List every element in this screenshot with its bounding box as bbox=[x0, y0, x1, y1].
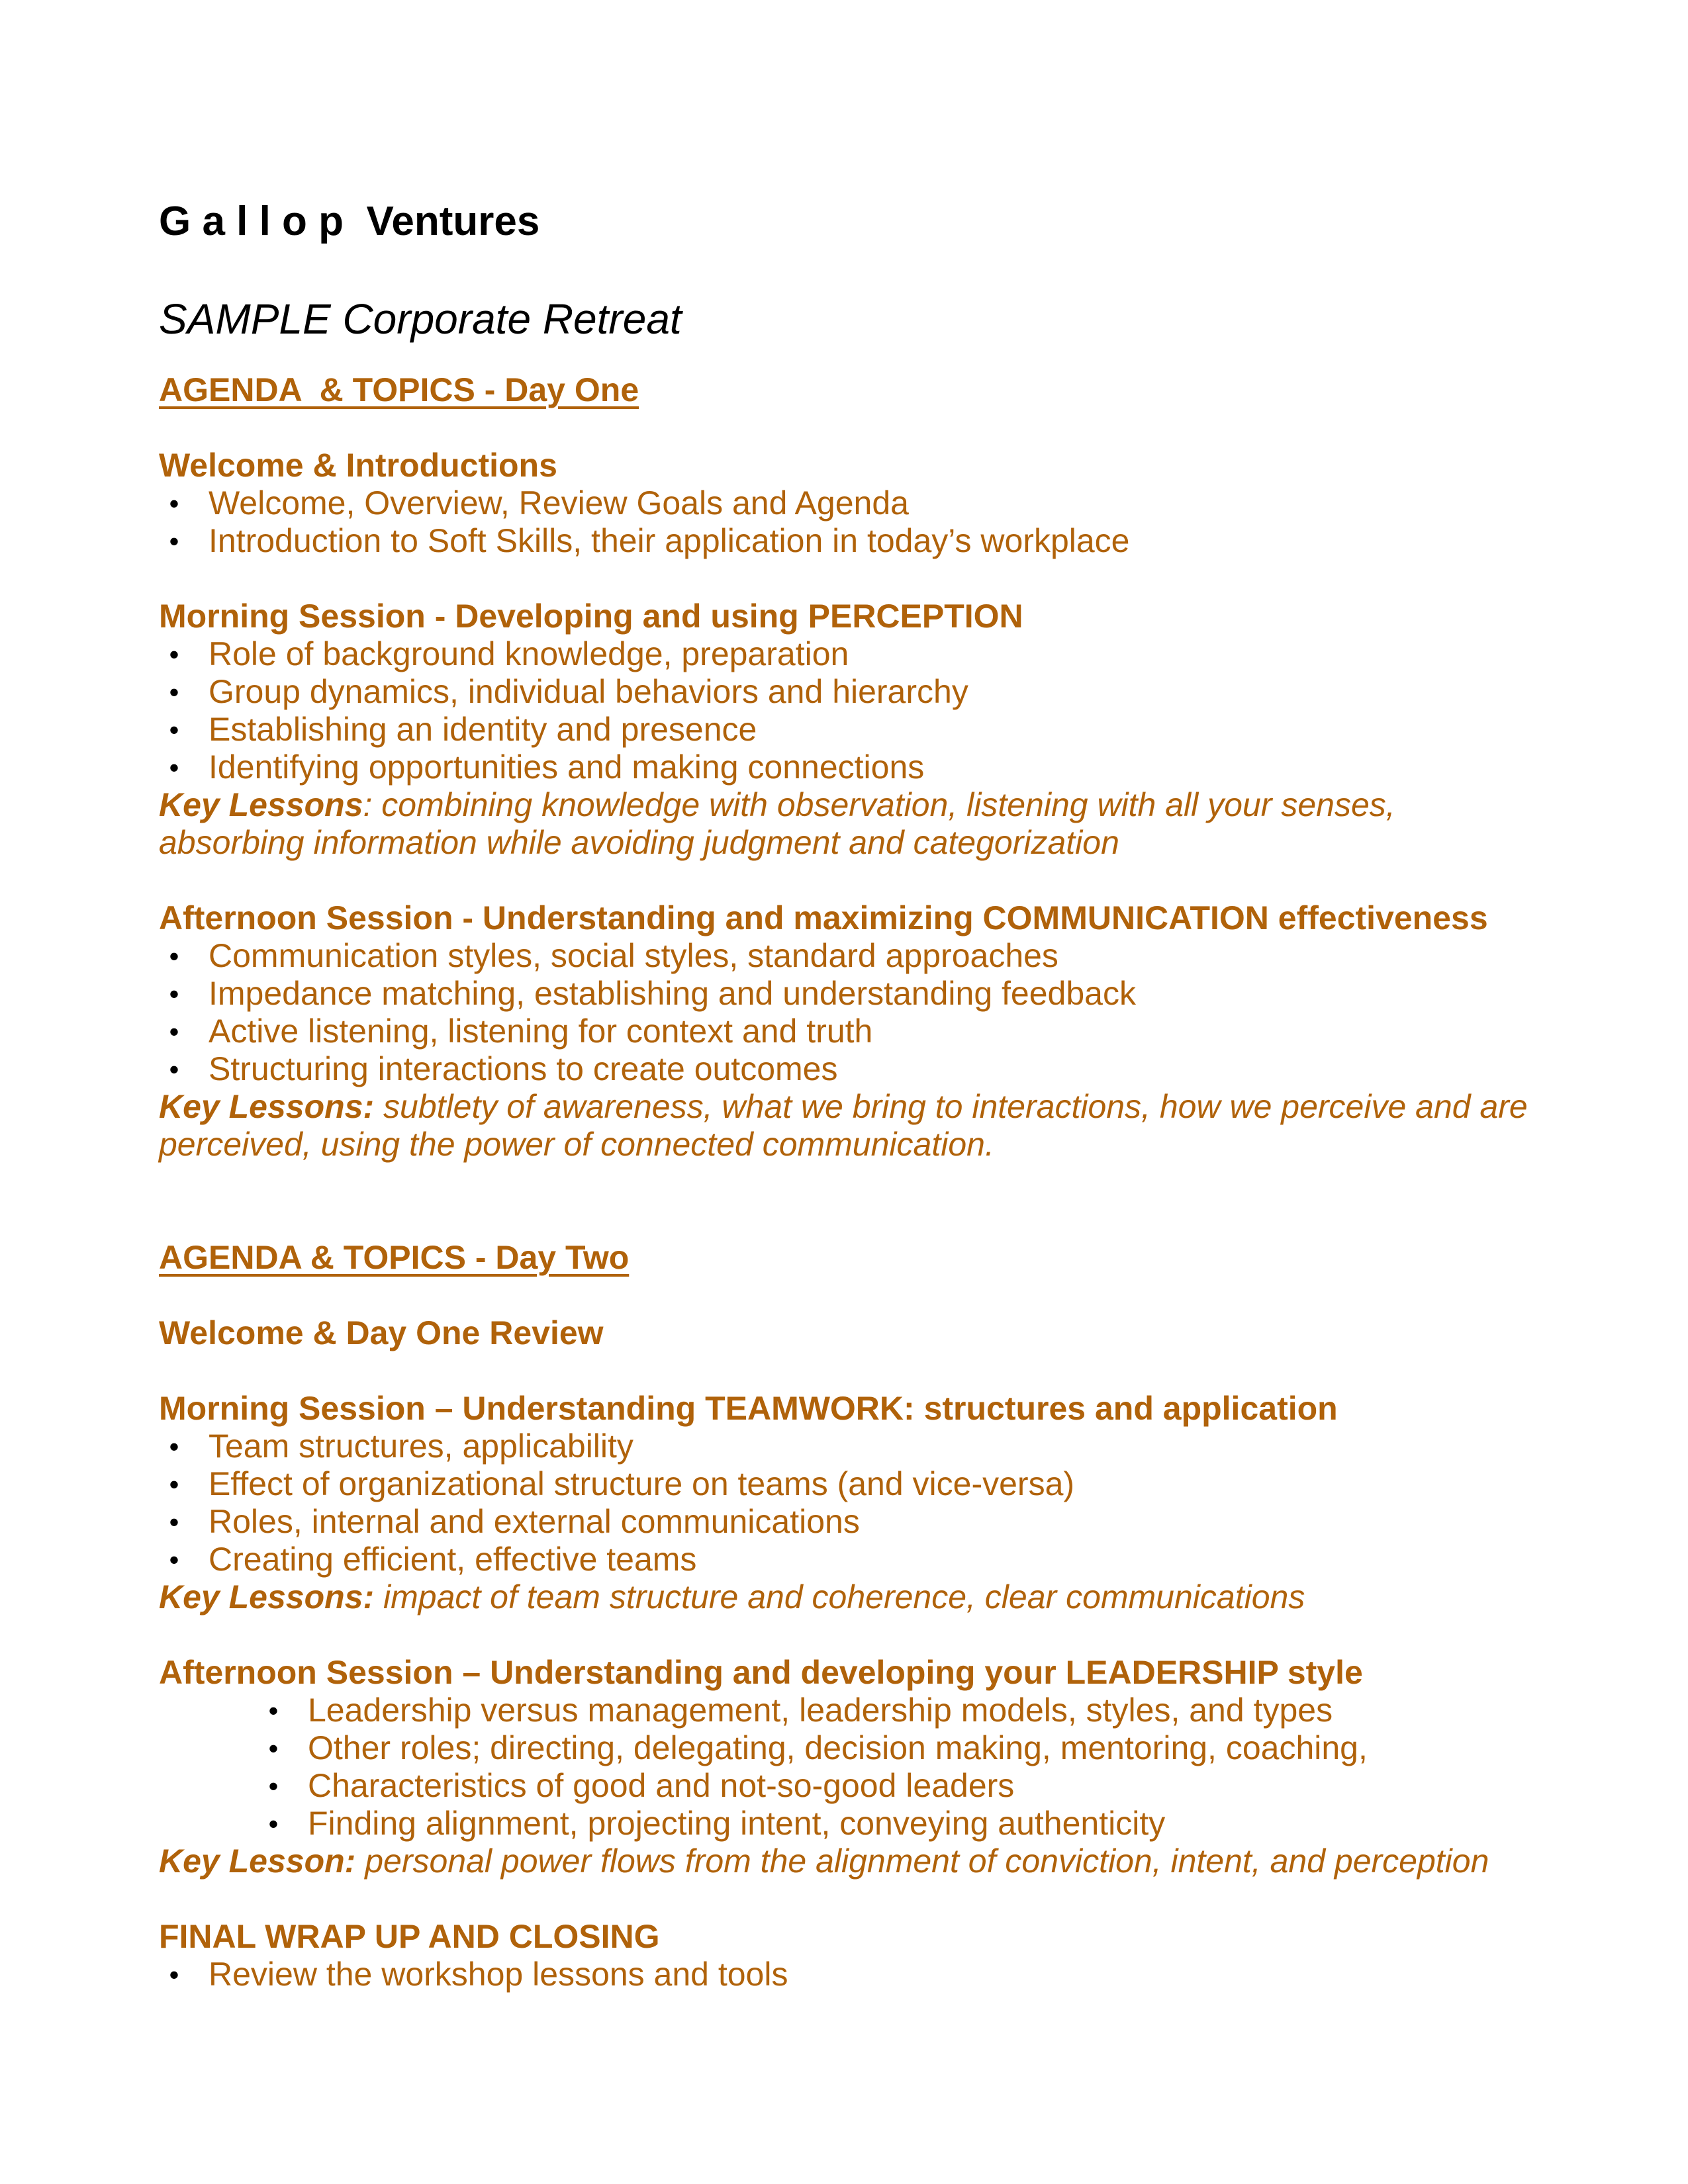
list-item: • Structuring interactions to create outcomes bbox=[159, 1050, 1549, 1088]
bullet-icon: • bbox=[169, 525, 179, 557]
bullet-icon: • bbox=[268, 1733, 279, 1764]
key-lessons-text: : combining knowledge with observation, listening with all your senses, absorbing information while avoiding judgment and categorization bbox=[159, 786, 1395, 861]
day-one-welcome-heading: Welcome & Introductions bbox=[159, 447, 557, 484]
closing-list bbox=[159, 1956, 1549, 1993]
list-item: • Group dynamics, individual behaviors and hierarchy bbox=[159, 673, 1549, 711]
bullet-icon: • bbox=[169, 1469, 179, 1500]
bullet-icon: • bbox=[169, 676, 179, 707]
list-item: • Review the workshop lessons and tools bbox=[159, 1956, 1549, 1993]
bullet-icon: • bbox=[268, 1808, 279, 1839]
document-subtitle: SAMPLE Corporate Retreat bbox=[159, 295, 682, 343]
day-one-morning-key-lessons bbox=[159, 786, 1549, 862]
day-two-afternoon-heading: Afternoon Session – Understanding and developing your LEADERSHIP style bbox=[159, 1654, 1363, 1691]
list-item: • Roles, internal and external communications bbox=[159, 1503, 1549, 1541]
bullet-icon: • bbox=[268, 1695, 279, 1726]
list-item: • Team structures, applicability bbox=[159, 1428, 1549, 1465]
list-item: • Impedance matching, establishing and understanding feedback bbox=[159, 975, 1549, 1013]
list-item: • Establishing an identity and presence bbox=[159, 711, 1549, 749]
day-one-morning-heading: Morning Session - Developing and using PERCEPTION bbox=[159, 598, 1023, 635]
closing-heading: FINAL WRAP UP AND CLOSING bbox=[159, 1918, 660, 1955]
day-one-afternoon-heading: Afternoon Session - Understanding and maximizing COMMUNICATION effectiveness bbox=[159, 899, 1488, 936]
list-item: • Communication styles, social styles, standard approaches bbox=[159, 937, 1549, 975]
bullet-icon: • bbox=[169, 1016, 179, 1047]
bullet-icon: • bbox=[169, 978, 179, 1009]
day-two-heading: AGENDA & TOPICS - Day Two bbox=[159, 1239, 630, 1276]
bullet-icon: • bbox=[169, 639, 179, 670]
bullet-icon: • bbox=[169, 1544, 179, 1575]
day-two-afternoon-list bbox=[159, 1692, 1549, 1843]
key-lesson-text: personal power flows from the alignment of conviction, intent, and perception bbox=[355, 1843, 1489, 1880]
list-item: • Finding alignment, projecting intent, conveying authenticity bbox=[159, 1805, 1549, 1843]
day-two-welcome-heading: Welcome & Day One Review bbox=[159, 1314, 604, 1351]
list-item: • Characteristics of good and not-so-good leaders bbox=[159, 1767, 1549, 1805]
bullet-icon: • bbox=[169, 1959, 179, 1990]
bullet-icon: • bbox=[169, 488, 179, 519]
list-item: • Other roles; directing, delegating, decision making, mentoring, coaching, bbox=[159, 1729, 1549, 1767]
list-item: • Creating efficient, effective teams bbox=[159, 1541, 1549, 1578]
day-two-morning-key-lessons bbox=[159, 1578, 1549, 1616]
bullet-icon: • bbox=[169, 940, 179, 972]
bullet-icon: • bbox=[169, 1054, 179, 1085]
key-lesson-label: Key Lesson: bbox=[159, 1843, 356, 1880]
list-item: • Active listening, listening for context and truth bbox=[159, 1013, 1549, 1050]
list-item: • Identifying opportunities and making connections bbox=[159, 749, 1549, 786]
day-two-morning-heading: Morning Session – Understanding TEAMWORK: structures and application bbox=[159, 1390, 1338, 1427]
key-lessons-label: Key Lessons: bbox=[159, 1578, 375, 1615]
bullet-icon: • bbox=[169, 1431, 179, 1462]
company-name: G a l l o p Ventures bbox=[159, 199, 540, 244]
key-lessons-label: Key Lessons bbox=[159, 786, 363, 823]
list-item: • Welcome, Overview, Review Goals and Agenda bbox=[159, 484, 1549, 522]
key-lessons-text: impact of team structure and coherence, clear communications bbox=[374, 1578, 1305, 1615]
key-lessons-label: Key Lessons: bbox=[159, 1088, 375, 1125]
key-lessons-text: subtlety of awareness, what we bring to interactions, how we perceive and are perceived, using the power of connected communication. bbox=[159, 1088, 1528, 1163]
day-one-welcome-list bbox=[159, 484, 1549, 560]
day-two-afternoon-key-lesson bbox=[159, 1843, 1549, 1880]
day-one-afternoon-list bbox=[159, 937, 1549, 1088]
day-one-heading: AGENDA & TOPICS - Day One bbox=[159, 371, 639, 408]
document-page bbox=[159, 192, 1549, 1993]
bullet-icon: • bbox=[169, 714, 179, 745]
day-one-morning-list bbox=[159, 635, 1549, 786]
list-item: • Introduction to Soft Skills, their application in today’s workplace bbox=[159, 522, 1549, 560]
list-item: • Leadership versus management, leadership models, styles, and types bbox=[159, 1692, 1549, 1729]
list-item: • Effect of organizational structure on teams (and vice-versa) bbox=[159, 1465, 1549, 1503]
day-one-afternoon-key-lessons bbox=[159, 1088, 1549, 1163]
bullet-icon: • bbox=[169, 752, 179, 783]
list-item: • Role of background knowledge, preparation bbox=[159, 635, 1549, 673]
bullet-icon: • bbox=[268, 1770, 279, 1801]
day-two-morning-list bbox=[159, 1428, 1549, 1578]
bullet-icon: • bbox=[169, 1506, 179, 1537]
